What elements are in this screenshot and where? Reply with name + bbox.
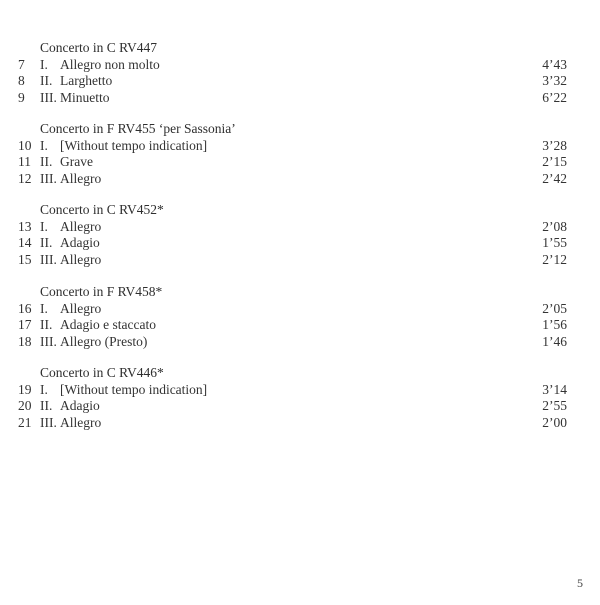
track-number: 12 <box>18 170 32 186</box>
movement-numeral: I. <box>40 137 48 153</box>
track-row <box>0 382 600 399</box>
track-duration: 2’15 <box>542 154 567 169</box>
track-row <box>0 57 600 74</box>
movement <box>40 154 93 170</box>
track-duration: 4’43 <box>542 56 567 72</box>
movement-numeral: II. <box>40 73 53 88</box>
track-number: 11 <box>18 154 31 169</box>
movement-name: Adagio <box>60 235 100 250</box>
track-number: 16 <box>18 300 32 316</box>
movement-name: Allegro <box>60 251 102 267</box>
concerto-title: Concerto in C RV446* <box>40 365 164 380</box>
track-number: 9 <box>18 89 25 105</box>
track-number: 20 <box>18 398 32 413</box>
movement-numeral: I. <box>40 218 48 234</box>
movement-numeral: I. <box>40 300 48 316</box>
movement-name: Adagio e staccato <box>60 317 156 332</box>
track-row <box>0 171 600 188</box>
concerto-title: Concerto in C RV452* <box>40 202 164 217</box>
movement-name: Minuetto <box>60 89 110 105</box>
movement-name: Allegro <box>60 170 102 186</box>
movement-numeral: III. <box>40 251 57 267</box>
track-number: 15 <box>18 251 32 267</box>
movement-name: Allegro non molto <box>60 56 160 72</box>
movement <box>40 138 207 154</box>
movement <box>40 301 101 317</box>
movement <box>40 235 100 251</box>
track-number: 14 <box>18 235 32 250</box>
movement-numeral: III. <box>40 170 57 186</box>
concerto-title: Concerto in F RV455 ‘per Sassonia’ <box>40 121 236 136</box>
track-number: 19 <box>18 381 32 397</box>
track-number: 8 <box>18 73 25 88</box>
movement <box>40 90 110 106</box>
track-row <box>0 90 600 107</box>
track-duration: 3’32 <box>542 73 567 88</box>
track-row <box>0 252 600 269</box>
track-number: 21 <box>18 414 32 430</box>
movement-name: Allegro (Presto) <box>60 333 148 349</box>
track-row <box>0 415 600 432</box>
concerto-title: Concerto in F RV458* <box>40 284 163 299</box>
movement <box>40 57 160 73</box>
movement <box>40 382 207 398</box>
track-number: 10 <box>18 137 32 153</box>
track-row <box>0 219 600 236</box>
track-duration: 2’05 <box>542 300 567 316</box>
movement-numeral: II. <box>40 317 53 332</box>
movement-numeral: III. <box>40 89 57 105</box>
track-duration: 2’12 <box>542 251 567 267</box>
track-row <box>0 235 600 252</box>
track-duration: 6’22 <box>542 89 567 105</box>
track-duration: 2’00 <box>542 414 567 430</box>
movement-numeral: II. <box>40 235 53 250</box>
track-duration: 1’55 <box>542 235 567 250</box>
track-duration: 1’56 <box>542 317 567 332</box>
track-row <box>0 154 600 171</box>
movement <box>40 334 147 350</box>
track-row <box>0 138 600 155</box>
movement <box>40 252 101 268</box>
track-number: 13 <box>18 218 32 234</box>
track-row <box>0 317 600 334</box>
page-number: 5 <box>577 576 583 590</box>
track-duration: 2’55 <box>542 398 567 413</box>
track-duration: 2’08 <box>542 218 567 234</box>
movement <box>40 317 156 333</box>
movement-name: Allegro <box>60 414 102 430</box>
movement-name: [Without tempo indication] <box>60 137 208 153</box>
movement-numeral: III. <box>40 333 57 349</box>
movement <box>40 415 101 431</box>
movement-name: [Without tempo indication] <box>60 381 208 397</box>
movement <box>40 171 101 187</box>
movement-name: Larghetto <box>60 73 113 88</box>
track-duration: 3’14 <box>542 381 567 397</box>
movement-numeral: III. <box>40 414 57 430</box>
movement-numeral: I. <box>40 381 48 397</box>
movement-name: Grave <box>60 154 93 169</box>
movement-numeral: II. <box>40 154 53 169</box>
movement-numeral: II. <box>40 398 53 413</box>
track-duration: 2’42 <box>542 170 567 186</box>
movement-name: Allegro <box>60 300 102 316</box>
track-number: 18 <box>18 333 32 349</box>
movement-name: Allegro <box>60 218 102 234</box>
movement-name: Adagio <box>60 398 100 413</box>
movement <box>40 398 100 414</box>
track-row <box>0 398 600 415</box>
track-row <box>0 334 600 351</box>
track-number: 17 <box>18 317 32 332</box>
track-number: 7 <box>18 56 25 72</box>
track-row <box>0 73 600 90</box>
movement <box>40 219 101 235</box>
movement <box>40 73 112 89</box>
concerto-title: Concerto in C RV447 <box>40 40 158 55</box>
track-duration: 3’28 <box>542 137 567 153</box>
track-row <box>0 301 600 318</box>
movement-numeral: I. <box>40 56 48 72</box>
track-duration: 1’46 <box>542 333 567 349</box>
